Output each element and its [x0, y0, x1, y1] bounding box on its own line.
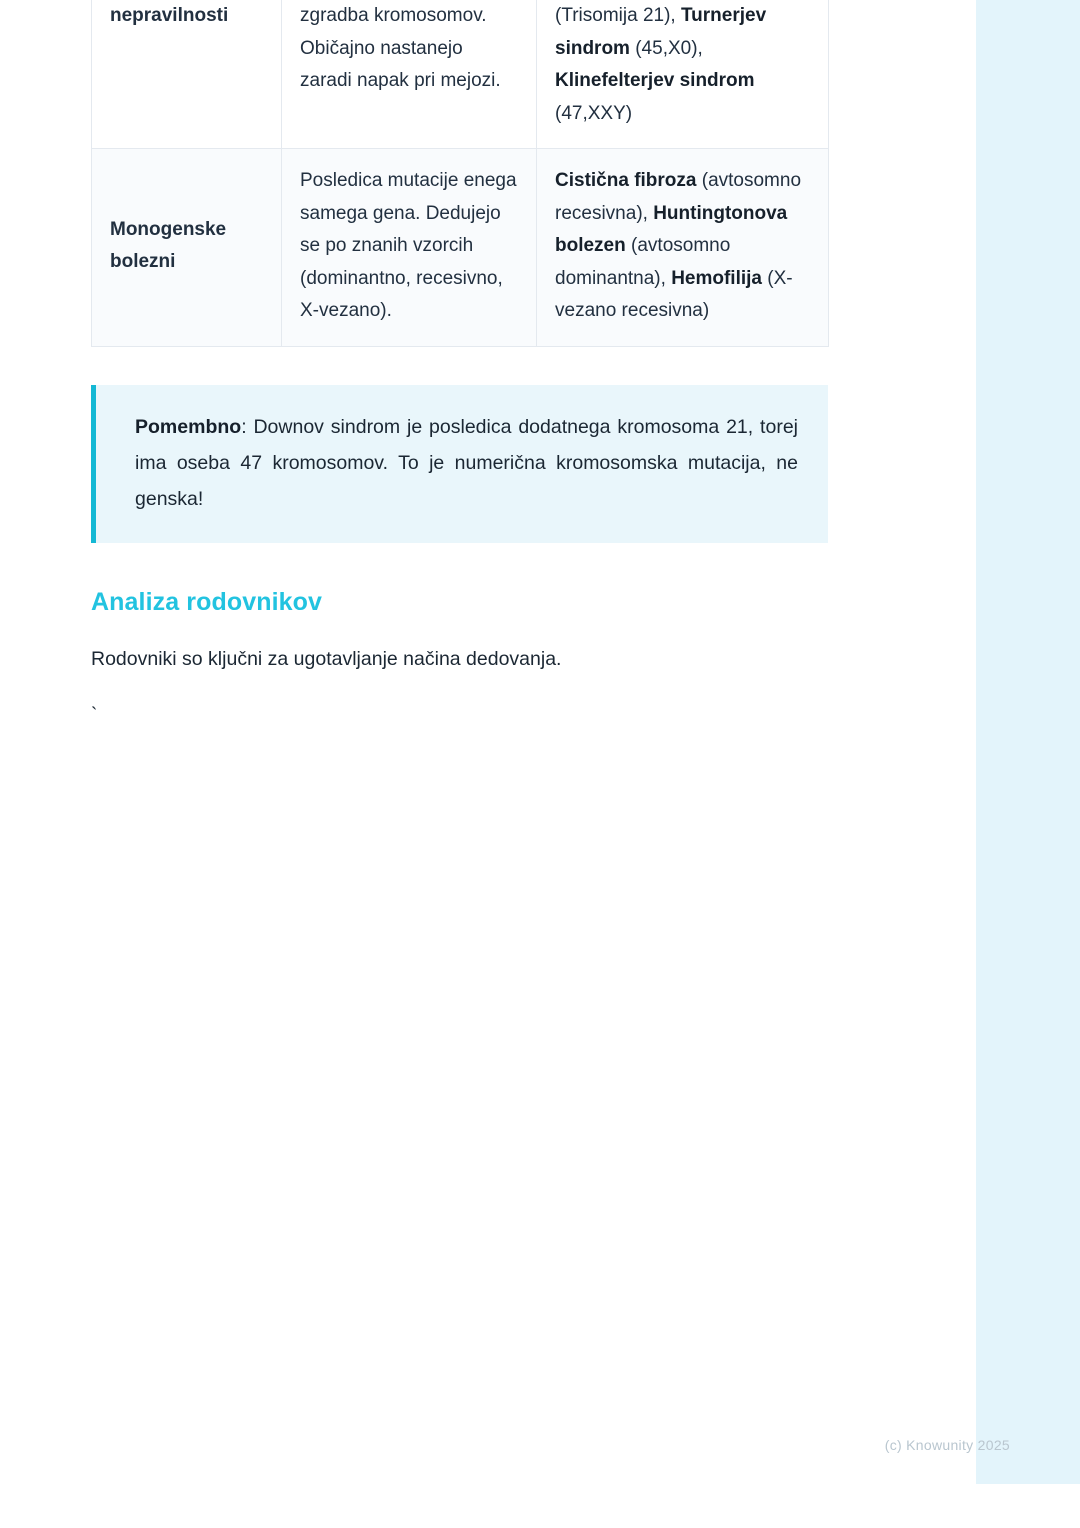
important-callout — [91, 385, 828, 543]
section-paragraph: Rodovniki so ključni za ugotavljanje načina dedovanja. — [91, 647, 562, 670]
table-row — [92, 0, 829, 149]
footer-credit: (c) Knowunity 2025 — [884, 1437, 1010, 1453]
table-row — [92, 149, 829, 347]
document-content — [91, 0, 831, 728]
callout-label: Pomembno — [135, 415, 242, 438]
page-edge-gutter — [970, 0, 976, 1484]
table-cell-description: zgradba kromosomov. Običajno nastanejo zaradi napak pri mejozi. — [282, 0, 537, 149]
page-edge-band — [976, 0, 1080, 1484]
genetic-disorders-table — [91, 0, 829, 347]
table-cell-examples: (Trisomija 21), Turnerjev sindrom (45,X0), Klinefelterjev sindrom (47,XXY) — [537, 0, 829, 149]
table-cell-examples: Cistična fibroza (avtosomno recesivna), Huntingtonova bolezen (avtosomno dominantna), Hemofilija (X-vezano recesivna) — [537, 149, 829, 347]
table-cell-term: nepravilnosti — [92, 0, 282, 149]
section-heading: Analiza rodovnikov — [91, 587, 323, 616]
table-cell-term: Monogenske bolezni — [92, 149, 282, 347]
table-cell-description: Posledica mutacije enega samega gena. Dedujejo se po znanih vzorcih (dominantno, recesivno, X-vezano). — [282, 149, 537, 347]
callout-separator: : — [241, 415, 247, 438]
stray-backtick: ` — [91, 704, 98, 726]
callout-text: Downov sindrom je posledica dodatnega kromosoma 21, torej ima oseba 47 kromosomov. To je numerična kromosomska mutacija, ne genska! — [135, 415, 798, 510]
